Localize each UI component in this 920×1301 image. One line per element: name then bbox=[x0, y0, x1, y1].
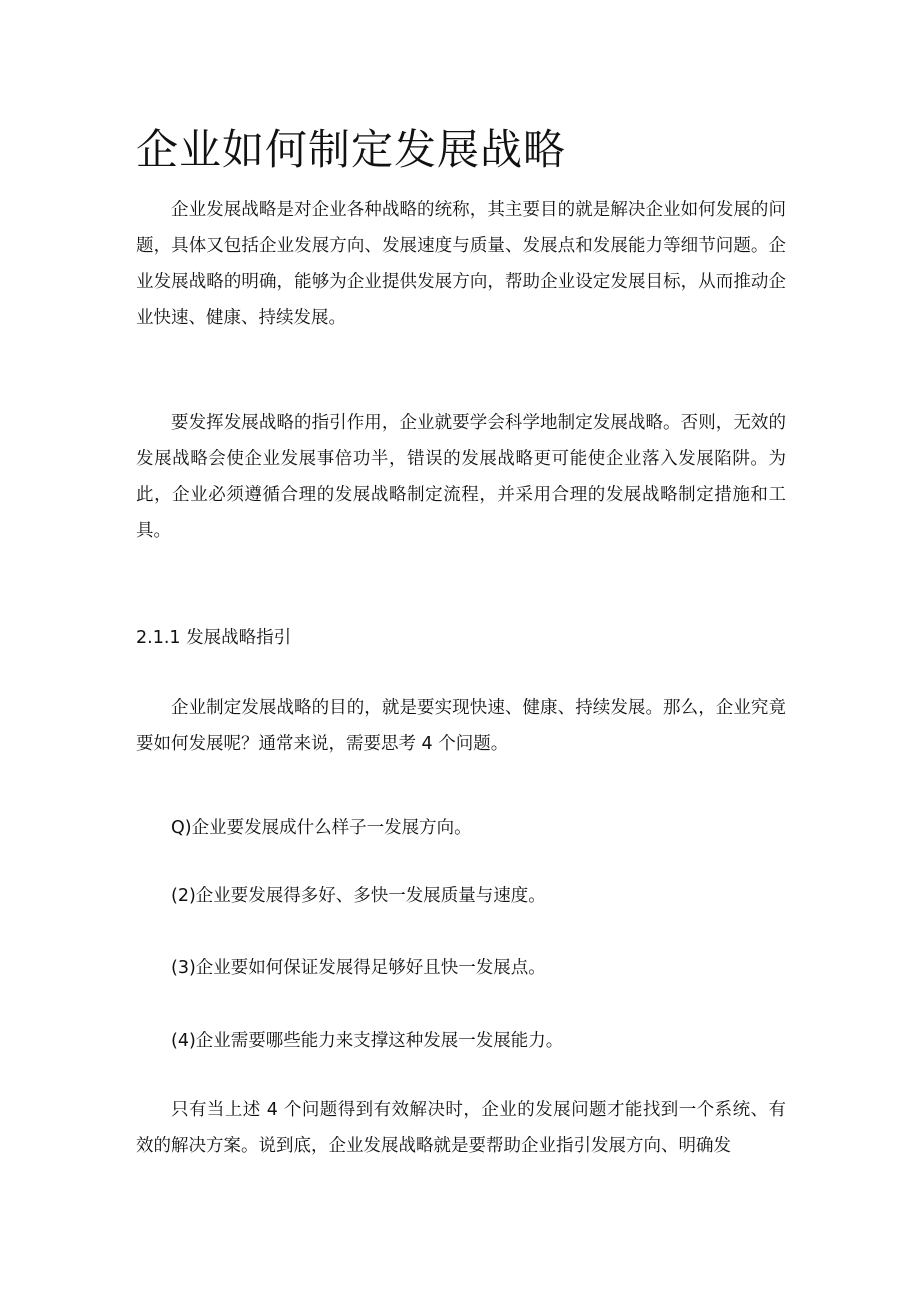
strategy-paragraph: 要发挥发展战略的指引作用，企业就要学会科学地制定发展战略。否则，无效的发展战略会使企业发展事倍功半，错误的发展战略更可能使企业落入发展陷阱。为此，企业必须遵循合理的发展战略制定流程，并采用合理的发展战略制定措施和工具。 bbox=[136, 413, 786, 541]
intro-paragraph: 企业发展战略是对企业各种战略的统称，其主要目的就是解决企业如何发展的问题，具体又包括企业发展方向、发展速度与质量、发展点和发展能力等细节问题。企业发展战略的明确，能够为企业提供发展方向，帮助企业设定发展目标，从而推动企业快速、健康、持续发展。 bbox=[136, 200, 786, 328]
section-paragraph: 企业制定发展战略的目的，就是要实现快速、健康、持续发展。那么，企业究竟要如何发展呢？通常来说，需要思考 4 个问题。 bbox=[136, 698, 786, 754]
document-title: 企业如何制定发展战略 bbox=[136, 125, 567, 174]
question-item-development-point: (3)企业要如何保证发展得足够好且快一发展点。 bbox=[171, 958, 546, 978]
section-heading: 2.1.1 发展战略指引 bbox=[136, 628, 292, 648]
question-item-quality-speed: (2)企业要发展得多好、多快一发展质量与速度。 bbox=[171, 886, 546, 906]
question-item-direction: Q)企业要发展成什么样子一发展方向。 bbox=[171, 818, 472, 838]
question-item-capability: (4)企业需要哪些能力来支撑这种发展一发展能力。 bbox=[171, 1031, 564, 1051]
closing-paragraph: 只有当上述 4 个问题得到有效解决时，企业的发展问题才能找到一个系统、有效的解决方案。说到底，企业发展战略就是要帮助企业指引发展方向、明确发 bbox=[136, 1100, 786, 1156]
